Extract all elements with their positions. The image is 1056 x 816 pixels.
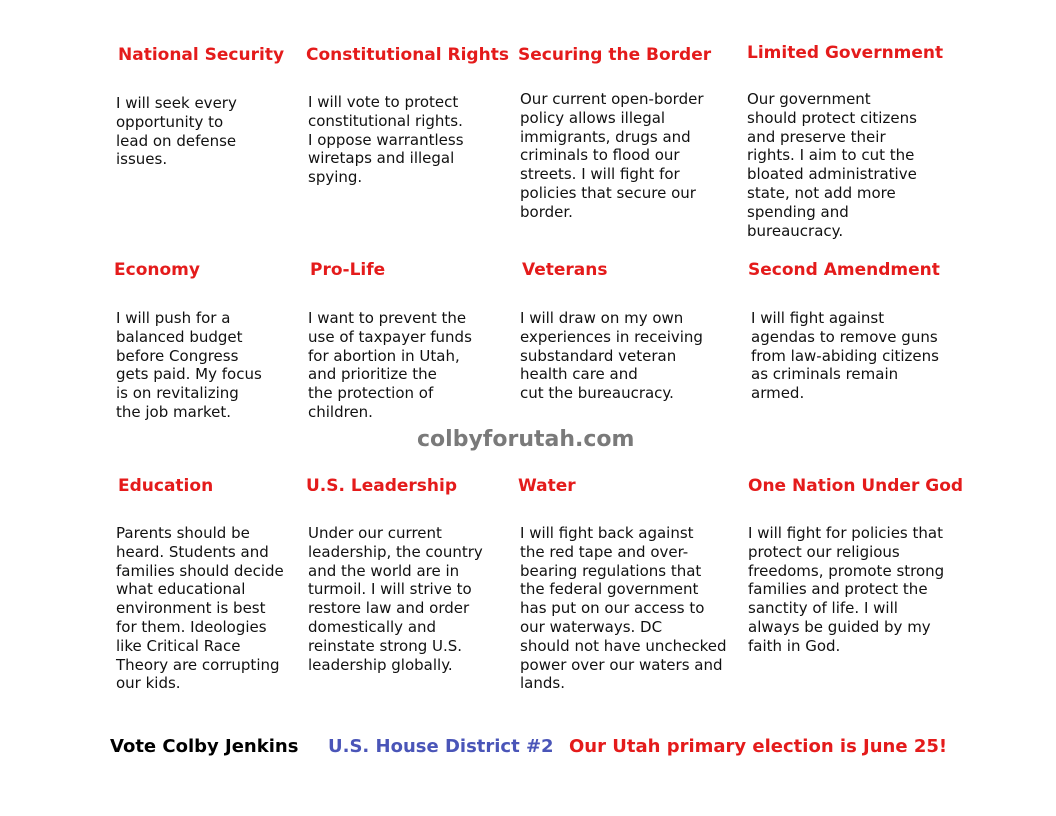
heading-one-nation-under-god: One Nation Under God [748, 476, 964, 496]
footer-vote-slogan: Vote Colby Jenkins [110, 736, 299, 757]
text-us-leadership: Under our current leadership, the country and the world are in turmoil. I will strive to restore law and order domestically and reinstate strong U.S. leadership globally. [308, 524, 483, 674]
heading-national-security: National Security [118, 45, 285, 65]
text-pro-life: I want to prevent the use of taxpayer funds for abortion in Utah, and prioritize the the protection of children. [308, 309, 472, 421]
footer-district: U.S. House District #2 [328, 736, 554, 757]
text-education: Parents should be heard. Students and families should decide what educational environment is best for them. Ideologies like Critical Race Theory are corrupting our kids. [116, 524, 284, 693]
text-constitutional-rights: I will vote to protect constitutional rights. I oppose warrantless wiretaps and illegal spying. [308, 93, 464, 187]
text-one-nation-under-god: I will fight for policies that protect our religious freedoms, promote strong families and protect the sanctity of life. I will always be guided by my faith in God. [748, 524, 945, 655]
website-watermark: colbyforutah.com [417, 427, 635, 452]
text-economy: I will push for a balanced budget before Congress gets paid. My focus is on revitalizing the job market. [116, 309, 262, 421]
text-second-amendment: I will fight against agendas to remove guns from law-abiding citizens as criminals remain armed. [751, 309, 939, 403]
heading-water: Water [518, 476, 576, 496]
footer-election-date: Our Utah primary election is June 25! [569, 736, 948, 757]
text-water: I will fight back against the red tape and over- bearing regulations that the federal government has put on our access to our waterways. DC should not have unchecked power over our waters and lands. [520, 524, 727, 693]
heading-limited-government: Limited Government [747, 43, 944, 63]
text-veterans: I will draw on my own experiences in receiving substandard veteran health care and cut the bureaucracy. [520, 309, 703, 403]
heading-veterans: Veterans [522, 260, 608, 280]
heading-securing-the-border: Securing the Border [518, 45, 712, 65]
text-national-security: I will seek every opportunity to lead on defense issues. [116, 94, 237, 169]
heading-second-amendment: Second Amendment [748, 260, 940, 280]
heading-economy: Economy [114, 260, 200, 280]
text-limited-government: Our government should protect citizens and preserve their rights. I aim to cut the bloated administrative state, not add more spending and bureaucracy. [747, 90, 917, 240]
heading-us-leadership: U.S. Leadership [306, 476, 458, 496]
heading-constitutional-rights: Constitutional Rights [306, 45, 509, 65]
heading-education: Education [118, 476, 214, 496]
heading-pro-life: Pro-Life [310, 260, 386, 280]
text-securing-the-border: Our current open-border policy allows illegal immigrants, drugs and criminals to flood our streets. I will fight for policies that secure our border. [520, 90, 704, 221]
